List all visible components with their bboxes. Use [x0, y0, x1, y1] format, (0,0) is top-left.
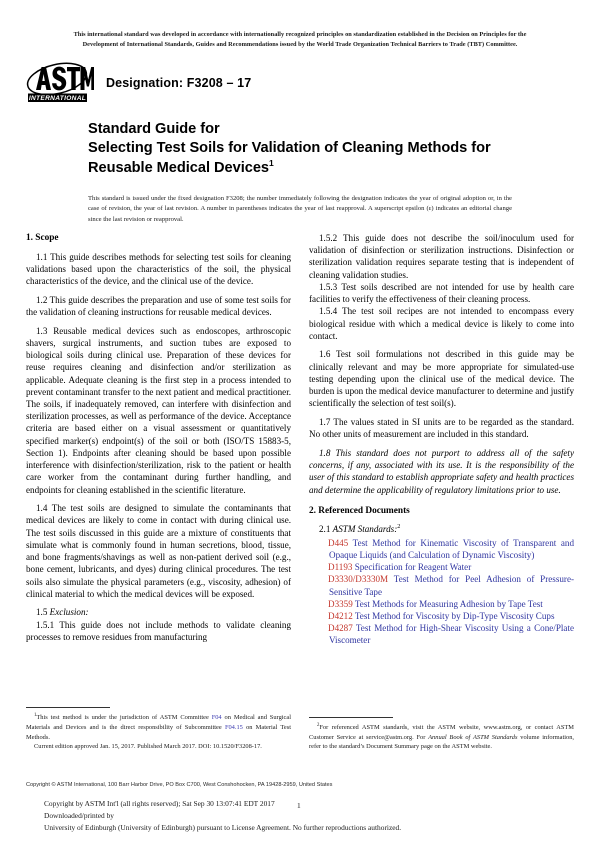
- footnote-rule: [26, 707, 110, 708]
- subheading-1-5-label: Exclusion:: [49, 607, 89, 618]
- title-line-1: Standard Guide for: [88, 120, 220, 137]
- subheading-1-5-number: 1.5: [36, 607, 48, 618]
- reference-title[interactable]: Test Method for High-Shear Viscosity Using a Cone/Plate Viscometer: [329, 623, 575, 646]
- paragraph-1-5-4: 1.5.4 The test soil recipes are not intended to encompass every biological residue with which a medical device is likely to come into contact.: [309, 306, 574, 341]
- reference-title[interactable]: Test Method for Peel Adhesion of Pressure-Sensitive Tape: [329, 574, 575, 597]
- footnote-2-text-b: volume information, refer to the standard’s Document Summary page on the ASTM website.: [309, 733, 575, 751]
- footnote-1-text-b: on Medical and Surgical Materials and Devices and is the direct responsibility of Subcommittee: [26, 714, 291, 731]
- reference-designation[interactable]: D3330/D3330M: [328, 574, 389, 585]
- title-line-2: Selecting Test Soils for Validation of Cleaning Methods for: [88, 139, 491, 156]
- title-line-3-text: Reusable Medical Devices: [88, 159, 270, 176]
- subheading-2-1-label: ASTM Standards:: [332, 524, 398, 535]
- subheading-2-1-number: 2.1: [319, 524, 331, 535]
- footnote-link-f0415[interactable]: F04.15: [224, 723, 243, 731]
- subheading-2-1-marker: 2: [397, 523, 401, 531]
- reference-item[interactable]: [319, 622, 574, 646]
- footnote-1-marker: 1: [34, 712, 37, 718]
- footnote-link-f04[interactable]: F04: [211, 714, 222, 722]
- referenced-standards-list: [309, 537, 574, 647]
- license-block: [44, 798, 564, 834]
- paragraph-1-4: 1.4 The test soils are designed to simulate the contaminants that medical devices are likely to come in contact with during clinical use. The test soils discussed in this guide are a mixture of constituents that simulate what is commonly found in human secretions, blood, tissue, and bone fragments/shavings as well as non-patient derived soil (e.g., bone cement, lubricants, and dyes) during clinical procedures. The test soils also simulate the physical parameters (e.g., viscosity, adhesion) of clinical material to which the medical devices will be exposed.: [26, 503, 291, 599]
- title-footnote-marker: 1: [269, 157, 274, 168]
- footnote-2-marker: 2: [317, 722, 320, 728]
- footnote-1-text-a: This test method is under the jurisdiction of ASTM Committee: [36, 714, 212, 722]
- reference-designation[interactable]: D4287: [328, 623, 353, 634]
- footnote-1-text-c: on Material Test Methods.: [26, 723, 291, 741]
- title-line-3: [88, 158, 518, 178]
- svg-text:INTERNATIONAL: INTERNATIONAL: [28, 94, 87, 102]
- body-columns: [26, 232, 574, 752]
- left-column: [26, 232, 291, 752]
- paragraph-1-5-2: 1.5.2 This guide does not describe the soil/inoculum used for validation of disinfection or sterilization instructions. Disinfection or sterilization validation requires separate testing that is independent of cleaning validation studies.: [309, 233, 574, 280]
- reference-title[interactable]: Test Method for Kinematic Viscosity of Transparent and Opaque Liquids (and Calculation of Dynamic Viscosity): [329, 537, 575, 560]
- footnote-2-italic: Annual Book of ASTM Standards: [428, 733, 518, 741]
- footnote-rule: [309, 717, 393, 718]
- paragraph-1-3: 1.3 Reusable medical devices such as endoscopes, arthroscopic shavers, surgical instruments, and suction tubes are exposed to biological soils during clinical use. Preparation of these devices for reuse requires cleaning and disinfection and/or sterilization as applicable. Adequate cleaning is the first step in a process intended to prevent contaminant transfer to the next patient and medical practitioner. The soils, if inadequately removed, can interfere with disinfection and sterilization processes, as well as performance of the device. Acceptance criteria are based either on a visual assessment or quantitatively specified marker(s) endpoint(s) of the soil or both (ISO/TS 15883-5, Section 1). Endpoints after cleaning should be based upon possible interference with disinfection/sterilization, risk to the patient or health care worker from the contaminant during further handling, and endpoints for cleaning established in the scientific literature.: [26, 325, 291, 495]
- footnote-1: [26, 712, 291, 742]
- paragraph-1-8: 1.8 This standard does not purport to address all of the safety concerns, if any, associated with its use. It is the responsibility of the user of this standard to establish appropriate safety and health practices and determine the applicability of regulatory limitations prior to use.: [309, 448, 574, 495]
- reference-item[interactable]: [319, 573, 574, 597]
- paragraph-1-1: 1.1 This guide describes methods for selecting test soils for cleaning validations based upon the characteristics of the soil, the physical characteristics of the device, and the clinical use of the device.: [26, 251, 291, 287]
- document-title: [88, 120, 518, 178]
- reference-title[interactable]: Specification for Reagent Water: [354, 562, 472, 573]
- footnote-2-text-a: For referenced ASTM standards, visit the ASTM website, www.astm.org, or contact ASTM Customer Service at service@astm.org. For: [309, 723, 574, 741]
- paragraph-1-2: 1.2 This guide describes the preparation and use of some test soils for the validation of cleaning instructions for reusable medical devices.: [26, 294, 291, 317]
- section-heading-referenced-documents: 2. Referenced Documents: [309, 505, 410, 516]
- footnote-1-edition: Current edition approved Jan. 15, 2017. Published March 2017. DOI: 10.1520/F3208-17.: [34, 743, 262, 751]
- license-line-2: Downloaded/printed by: [44, 810, 114, 820]
- astm-logo-icon: [24, 60, 94, 106]
- reference-designation[interactable]: D445: [328, 537, 349, 548]
- paragraph-1-7: 1.7 The values stated in SI units are to be regarded as the standard. No other units of measurement are included in this standard.: [309, 417, 574, 440]
- subheading-1-5-exclusion: [26, 606, 291, 618]
- reference-designation[interactable]: D1193: [328, 562, 353, 573]
- tbt-header-line1: This international standard was developed in accordance with internationally recognized principles on standardization established in the Decision on Principles for the: [73, 31, 527, 38]
- footnote-2: [309, 722, 574, 752]
- reference-designation[interactable]: D4212: [328, 611, 353, 622]
- tbt-header: [0, 0, 600, 50]
- reference-title[interactable]: Test Methods for Measuring Adhesion by Tape Test: [354, 598, 543, 609]
- designation-label: Designation: F3208 – 17: [106, 75, 252, 90]
- paragraph-1-5-3: 1.5.3 Test soils described are not intended for use by health care facilities to verify the effectiveness of their cleaning process.: [309, 281, 574, 305]
- issue-statement: This standard is issued under the fixed designation F3208; the number immediately following the designation indicates the year of original adoption or, in the case of revision, the year of last revision. A number in parentheses indicates the year of last reapproval. A superscript epsilon (ε) indicates an editorial change since the last revision or reapproval.: [88, 194, 512, 224]
- subheading-2-1-astm-standards: [309, 523, 574, 535]
- section-heading-scope: 1. Scope: [26, 233, 59, 243]
- license-line-3: University of Edinburgh (University of Edinburgh) pursuant to License Agreement. No further reproductions authorized.: [44, 822, 402, 832]
- tbt-header-line2: Development of International Standards, Guides and Recommendations issued by the World Trade Organization Technical Barriers to Trade (TBT) Committee.: [82, 40, 518, 48]
- copyright-notice: Copyright © ASTM International, 100 Barr Harbor Drive, PO Box C700, West Conshohocken, PA 19428-2959, United States: [26, 782, 333, 788]
- reference-item[interactable]: [319, 561, 574, 573]
- reference-title[interactable]: Test Method for Viscosity by Dip-Type Viscosity Cups: [354, 611, 555, 622]
- reference-item[interactable]: [319, 598, 574, 610]
- right-column: [309, 232, 574, 752]
- page-number: 1: [297, 801, 301, 810]
- paragraph-1-6: 1.6 Test soil formulations not described in this guide may be clinically relevant and may be more appropriate for simulated-use testing depending upon the clinical use of the medical device. The burden is upon the medical device manufacturer to determine and justify scientifically the selection of test soil(s).: [309, 349, 574, 409]
- license-line-1: Copyright by ASTM Int'l (all rights reserved); Sat Sep 30 13:07:41 EDT 2017: [44, 799, 275, 808]
- designation-band: [0, 50, 600, 102]
- reference-designation[interactable]: D3359: [328, 598, 353, 609]
- paragraph-1-5-1: 1.5.1 This guide does not include methods to validate cleaning processes to remove residues from manufacturing: [26, 619, 291, 642]
- reference-item[interactable]: [319, 610, 574, 622]
- right-footnote-zone: [309, 717, 574, 752]
- left-footnote-zone: [26, 707, 291, 752]
- reference-item[interactable]: [319, 537, 574, 561]
